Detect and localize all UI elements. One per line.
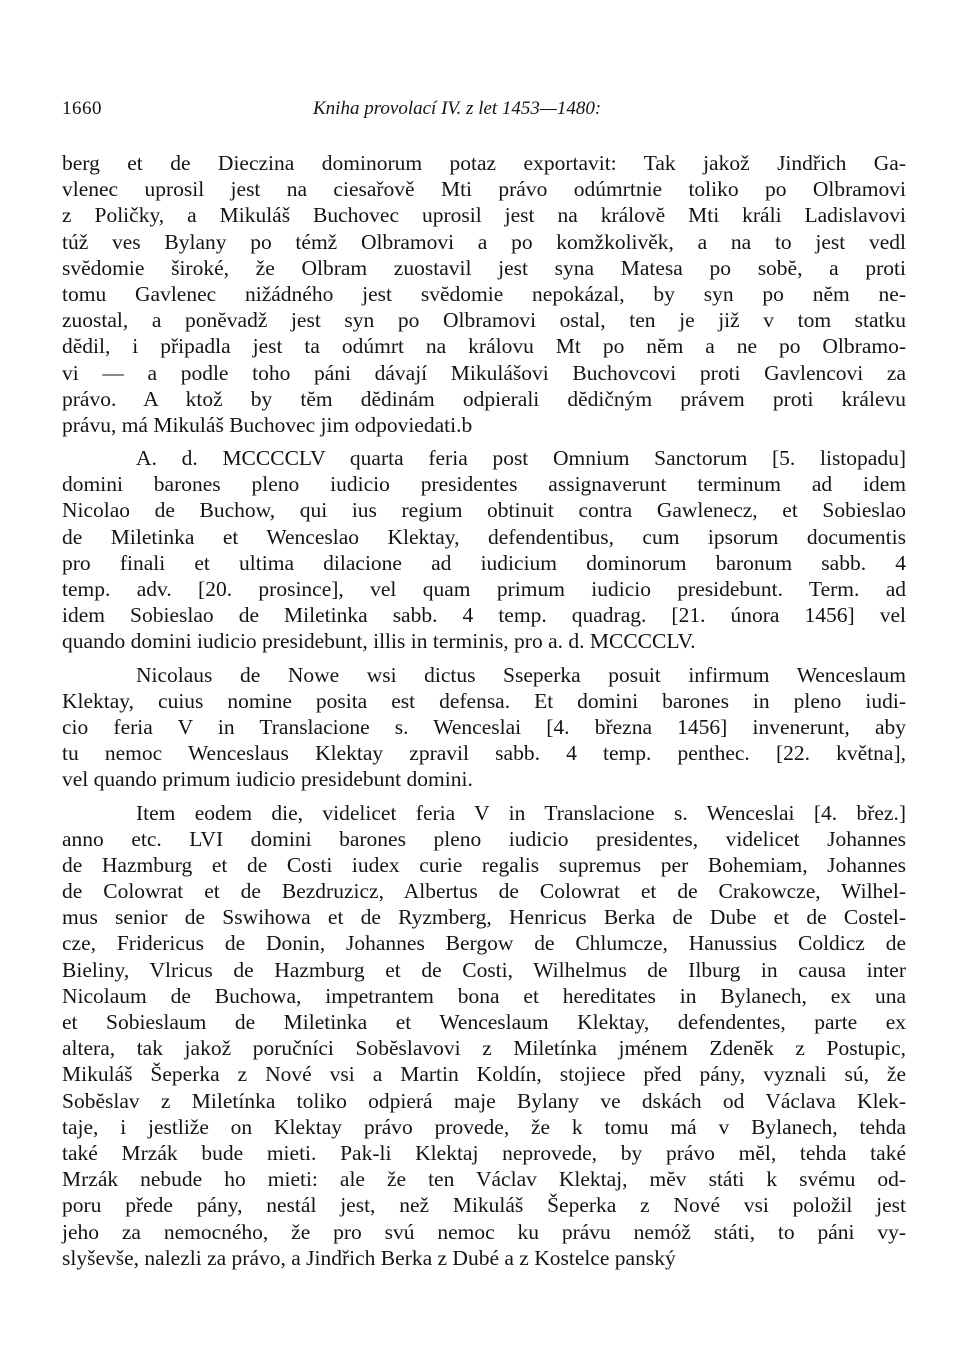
text-line: Mikuláš Šeperka z Nové vsi a Martin Koldín, stojiece před pány, vyznali sú, že: [62, 1062, 906, 1087]
text-line: vi — a podle toho páni dávají Mikulášovi Buchovcovi proti Gavlencovi za: [62, 360, 906, 385]
text-line: vlenec uprosil jest na ciesařově Mti právo odúmrtnie toliko po Olbramovi: [62, 177, 906, 202]
paragraph-gap: [62, 793, 906, 800]
text-line: právo. A ktož by tĕm dĕdinám odpierali dĕdičným právem proti králevu: [62, 386, 906, 411]
text-line: altera, tak jakož poručníci Sobĕslavovi z Miletínka jménem Zdenĕk z Postupic,: [62, 1036, 906, 1061]
text-line: Sobĕslav z Miletínka toliko odpierá maje Bylany ve dskách od Václava Klek-: [62, 1088, 906, 1113]
text-line: Nicolaus de Nowe wsi dictus Sseperka posuit infirmum Wenceslaum: [136, 662, 906, 687]
text-line: Nicolao de Buchow, qui ius regium obtinuit contra Gawlenecz, et Sobieslao: [62, 498, 906, 523]
text-line: de Miletinka et Wenceslao Klektay, defendentibus, cum ipsorum documentis: [62, 524, 906, 549]
text-line: domini barones pleno iudicio presidentes assignaverunt terminum ad idem: [62, 472, 906, 497]
running-title: Kniha provolací IV. z let 1453—1480:: [313, 98, 602, 119]
text-line: tu nemoc Wenceslaus Klektay zpravil sabb. 4 temp. penthec. [22. května],: [62, 741, 906, 766]
text-line: pro finali et ultima dilacione ad iudicium dominorum baronum sabb. 4: [62, 550, 906, 575]
text-line: et Sobieslaum de Miletinka et Wenceslaum Klektay, defendentes, parte ex: [62, 1010, 906, 1034]
paragraph: [62, 445, 906, 655]
text-line: svĕdomie široké, že Olbram zuostavil jest syna Matesa po sobĕ, a proti: [62, 255, 906, 280]
page-header: [62, 98, 906, 122]
text-line: zuostal, a ponĕvadž jest syn po Olbramovi ostal, ten je již v tom statku: [62, 308, 906, 333]
body-text: [62, 150, 906, 1271]
paragraph-gap: [62, 438, 906, 445]
text-line: z Poličky, a Mikuláš Buchovec uprosil jest na královĕ Mti králi Ladislavovi: [62, 203, 906, 228]
text-line: cio feria V in Translacione s. Wenceslai [4. března 1456] invenerunt, aby: [62, 714, 906, 739]
text-line: dĕdil, i připadla jest ta odúmrt na královu Mt po nĕm a ne po Olbramo-: [62, 334, 906, 359]
text-line: právu, má Mikuláš Buchovec jim odpoviedati.b: [62, 412, 473, 437]
text-line: A. d. MCCCCLV quarta feria post Omnium Sanctorum [5. listopadu]: [136, 446, 906, 471]
text-line: túž ves Bylany po témž Olbramovi a po komžkolivěk, a na to jest vedl: [62, 229, 906, 254]
text-line: berg et de Dieczina dominorum potaz exportavit: Tak jakož Jindřich Ga-: [62, 151, 906, 175]
text-line: taje, i jestliže on Klektay právo provede, že k tomu má v Bylanech, tehda: [62, 1114, 906, 1139]
paragraph: [62, 150, 906, 438]
text-line: anno etc. LVI domini barones pleno iudicio presidentes, videlicet Johannes: [62, 826, 906, 851]
text-line: de Hazmburg et de Costi iudex curie regalis supremus per Bohemiam, Johannes: [62, 852, 906, 877]
text-line: quando domini iudicio presidebunt, illis in terminis, pro a. d. MCCCCLV.: [62, 629, 696, 654]
text-line: temp. adv. [20. prosince], vel quam primum iudicio presidebunt. Term. ad: [62, 577, 906, 601]
text-line: také Mrzák bude mieti. Pak-li Klektaj neprovede, by právo mĕl, tehda také: [62, 1140, 906, 1165]
text-line: Mrzák nebude ho mieti: ale že ten Václav Klektaj, mĕv státi k svému od-: [62, 1167, 906, 1192]
text-line: jeho za nemocného, že pro svú nemoc ku právu nemóž státi, to páni vy-: [62, 1219, 906, 1244]
text-line: Bieliny, Vlricus de Hazmburg et de Costi, Wilhelmus de Ilburg in causa inter: [62, 957, 906, 982]
text-line: de Colowrat et de Bezdruzicz, Albertus de Colowrat et de Crakowcze, Wilhel-: [62, 879, 906, 904]
paragraph-gap: [62, 655, 906, 662]
paragraph: [62, 800, 906, 1271]
text-line: cze, Fridericus de Donin, Johannes Bergow de Chlumcze, Hanussius Coldicz de: [62, 931, 906, 956]
text-line: vel quando primum iudicio presidebunt domini.: [62, 767, 473, 792]
text-line: Klektay, cuius nomine posita est defensa. Et domini barones in pleno iudi-: [62, 688, 906, 713]
paragraph: [62, 662, 906, 793]
text-line: Nicolaum de Buchowa, impetrantem bona et hereditates in Bylanech, ex una: [62, 983, 906, 1008]
text-line: slyševše, nalezli za právo, a Jindřich Berka z Dubé a z Kostelce panský: [62, 1245, 676, 1270]
page-number: 1660: [62, 98, 102, 119]
text-line: poru přede pány, nestál jest, než Mikuláš Šeperka z Nové vsi položil jest: [62, 1193, 906, 1218]
text-line: mus senior de Sswihowa et de Ryzmberg, Henricus Berka de Dube et de Costel-: [62, 905, 906, 930]
text-line: tomu Gavlenec nižádného jest svĕdomie nepokázal, by syn po nĕm ne-: [62, 281, 906, 306]
text-line: idem Sobieslao de Miletinka sabb. 4 temp. quadrag. [21. února 1456] vel: [62, 603, 906, 628]
text-line: Item eodem die, videlicet feria V in Translacione s. Wenceslai [4. břez.]: [136, 800, 906, 825]
